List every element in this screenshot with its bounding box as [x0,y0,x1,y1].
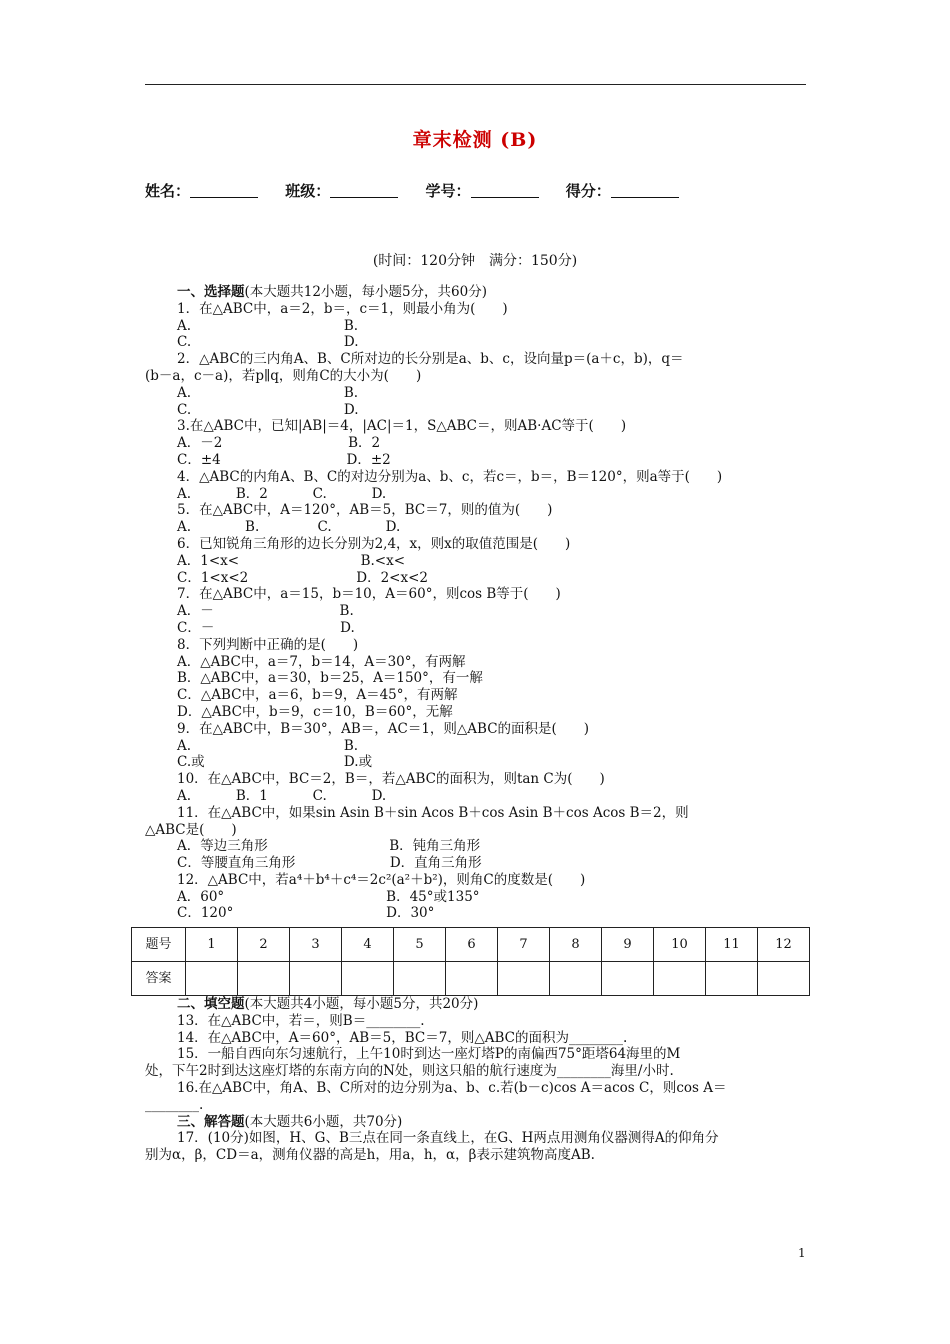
question-line: 2．△ABC的三内角A、B、C所对边的长分别是a、b、c，设向量p＝(a＋c，b)，q＝ [177,351,684,368]
score-field[interactable] [566,180,679,201]
question-line: (b－a，c－a)，若p∥q，则角C的大小为( ) [145,367,422,384]
answer-cell[interactable] [602,962,654,996]
question-line: 12．△ABC中，若a⁴＋b⁴＋c⁴＝2c²(a²＋b²)，则角C的度数是( ) [177,871,586,888]
score-blank[interactable] [611,183,679,198]
name-label: 姓名： [145,182,191,200]
option-line: D．△ABC中，b＝9，c＝10，B＝60°，无解 [177,703,453,720]
name-blank[interactable] [190,183,258,198]
option-line: A．△ABC中，a＝7，b＝14，A＝30°，有两解 [177,653,466,670]
question-line: 8．下列判断中正确的是( ) [177,636,359,653]
table-cell-number: 1 [186,928,238,962]
table-cell-number: 12 [758,928,810,962]
option-line: C．－ D. [177,619,355,636]
option-line: C. D. [177,401,359,418]
question-line: 4．△ABC的内角A、B、C的对边分别为a、b、c，若c＝，b＝，B＝120°，则a等于( ) [177,468,723,485]
question-line: 14．在△ABC中，A＝60°，AB＝5，BC＝7，则△ABC的面积为________. [177,1029,628,1046]
question-line: 6．已知锐角三角形的边长分别为2,4，x，则x的取值范围是( ) [177,535,571,552]
student-info [145,180,701,201]
question-line: 9．在△ABC中，B＝30°，AB＝，AC＝1，则△ABC的面积是( ) [177,720,590,737]
answer-cell[interactable] [394,962,446,996]
class-field[interactable] [285,180,398,201]
question-line: 5．在△ABC中，A＝120°，AB＝5，BC＝7，则的值为( ) [177,502,553,519]
student-id-field[interactable] [426,180,539,201]
student-id-label: 学号： [425,182,471,200]
table-cell-number: 6 [446,928,498,962]
option-line: A. B. C. D. [177,519,401,536]
question-line: 7．在△ABC中，a＝15，b＝10，A＝60°，则cos B等于( ) [177,586,561,603]
section-title: 三、解答题 [177,1113,245,1130]
question-line: 15．一船自西向东匀速航行，上午10时到达一座灯塔P的南偏西75°距塔64海里的M [177,1046,681,1063]
table-cell-number: 10 [654,928,706,962]
option-line: C．1<x<2 D．2<x<2 [177,569,428,586]
question-line: 1．在△ABC中，a＝2，b＝，c＝1，则最小角为( ) [177,300,508,317]
question-line: 10．在△ABC中，BC＝2，B＝，若△ABC的面积为，则tan C为( ) [177,771,605,788]
option-line: C．等腰直角三角形 D．直角三角形 [177,855,482,872]
table-cell-number: 7 [498,928,550,962]
section-note: (本大题共6小题，共70分) [244,1113,403,1130]
table-header-answer: 答案 [132,962,186,996]
option-line: A．－ B. [177,603,354,620]
top-rule [145,84,806,85]
option-line: B．△ABC中，a＝30，b＝25，A＝150°，有一解 [177,670,483,687]
option-line: A．等边三角形 B．钝角三角形 [177,838,481,855]
section-title: 二、填空题 [177,996,245,1012]
question-line: 17．(10分)如图，H、G、B三点在同一条直线上，在G、H两点用测角仪器测得A的仰角分 [177,1130,719,1147]
section-multiple-choice [145,284,812,922]
option-line: C．±4 D．±2 [177,451,391,468]
table-cell-number: 2 [238,928,290,962]
answer-cell[interactable] [342,962,394,996]
table-cell-number: 4 [342,928,394,962]
option-line: A. B. [177,384,359,401]
option-line: A. B．2 C. D. [177,485,387,502]
option-line: C.或 D.或 [177,754,373,771]
option-line: A．－2 B．2 [177,435,381,452]
answer-cell[interactable] [550,962,602,996]
question-line: 11．在△ABC中，如果sin Asin B＋sin Acos B＋cos Asin B＋cos Acos B＝2，则 [177,804,689,821]
option-line: A. B．1 C. D. [177,787,387,804]
section-title: 一、选择题 [177,284,245,300]
answer-cell[interactable] [654,962,706,996]
question-line: 3.在△ABC中，已知|AB|＝4，|AC|＝1，S△ABC＝，则AB·AC等于( ) [177,418,627,435]
answer-table [131,927,810,996]
answer-cell[interactable] [446,962,498,996]
section-note: (本大题共4小题，每小题5分，共20分) [244,996,479,1012]
answer-cell[interactable] [290,962,342,996]
answer-cell[interactable] [706,962,758,996]
question-line: ________. [145,1096,204,1113]
section-heading [177,996,812,1013]
table-cell-number: 8 [550,928,602,962]
answer-cell[interactable] [498,962,550,996]
section-heading [177,284,812,301]
option-line: C. D. [177,334,359,351]
answer-cell[interactable] [758,962,810,996]
answer-cell[interactable] [238,962,290,996]
table-cell-number: 3 [290,928,342,962]
table-cell-number: 9 [602,928,654,962]
table-row [132,962,810,996]
question-line: 16.在△ABC中，角A、B、C所对的边分别为a、b、c.若(b－c)cos A＝acos C，则cos A＝ [177,1079,727,1096]
class-blank[interactable] [330,183,398,198]
option-line: A. B. [177,317,359,334]
question-line: 13．在△ABC中，若＝，则B＝________. [177,1012,425,1029]
question-line: 处，下午2时到达这座灯塔的东南方向的N处，则这只船的航行速度为________海里/小时. [145,1063,674,1080]
student-id-blank[interactable] [471,183,539,198]
table-cell-number: 11 [706,928,758,962]
option-line: A．60° B．45°或135° [177,888,480,905]
question-line: △ABC是( ) [145,821,237,838]
section-heading [177,1114,812,1131]
answer-cell[interactable] [186,962,238,996]
page-title: 章末检测 (B) [412,129,538,151]
option-line: C．△ABC中，a＝6，b＝9，A＝45°，有两解 [177,687,458,704]
option-line: C．120° D．30° [177,905,435,922]
option-line: A. B. [177,737,359,754]
class-label: 班级： [285,182,331,200]
page-number: 1 [798,1246,806,1260]
time-note: (时间：120分钟 满分：150分) [372,253,578,269]
section-note: (本大题共12小题，每小题5分，共60分) [244,284,487,300]
section-fill-blank-and-solve [145,996,812,1164]
score-label: 得分： [565,182,611,200]
table-row [132,928,810,962]
question-line: 别为α，β，CD＝a，测角仪器的高是h，用a，h，α，β表示建筑物高度AB. [145,1147,595,1164]
option-line: A．1<x< B.<x< [177,552,406,569]
table-cell-number: 5 [394,928,446,962]
name-field[interactable] [145,180,258,201]
table-header-number: 题号 [132,928,186,962]
